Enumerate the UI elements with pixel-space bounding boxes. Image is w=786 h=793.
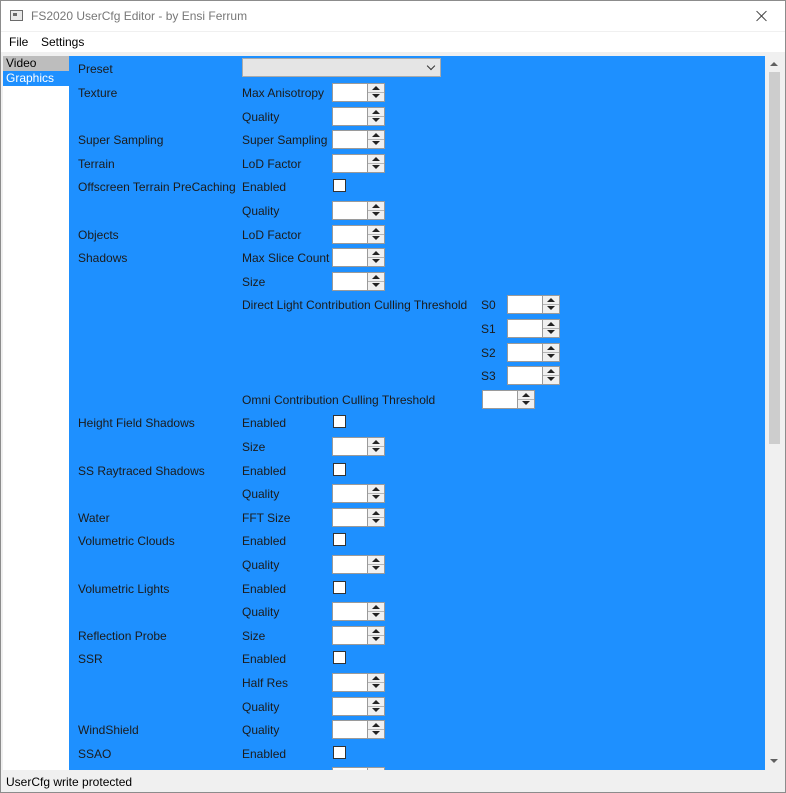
spin-up-icon[interactable]: [368, 556, 384, 565]
spin-up-icon[interactable]: [368, 202, 384, 211]
spin-down-icon[interactable]: [368, 164, 384, 172]
spin-down-icon[interactable]: [368, 117, 384, 125]
spin-buttons: [367, 698, 384, 715]
spin-down-icon[interactable]: [368, 518, 384, 526]
value-stepper[interactable]: [332, 248, 385, 267]
category-list: [3, 56, 69, 770]
status-text: UserCfg write protected: [6, 775, 133, 789]
spin-down-icon[interactable]: [368, 258, 384, 266]
spin-up-icon[interactable]: [543, 320, 559, 329]
settings-panel: [69, 56, 765, 770]
value-stepper[interactable]: [332, 130, 385, 149]
setting-label: Direct Light Contribution Culling Threshold: [242, 298, 468, 312]
title-bar[interactable]: [1, 1, 785, 31]
spin-down-icon[interactable]: [368, 447, 384, 455]
menu-bar: [1, 32, 785, 52]
spin-buttons: [367, 84, 384, 101]
spin-down-icon[interactable]: [368, 282, 384, 290]
chevron-down-icon: [427, 62, 435, 70]
setting-label: Quality: [242, 723, 280, 737]
spin-up-icon[interactable]: [368, 674, 384, 683]
spin-buttons: [367, 627, 384, 644]
value-stepper[interactable]: [332, 107, 385, 126]
value-stepper[interactable]: [332, 508, 385, 527]
spin-up-icon[interactable]: [368, 249, 384, 258]
spin-buttons: [367, 485, 384, 502]
spin-up-icon[interactable]: [368, 603, 384, 612]
slice-label: S2: [481, 346, 496, 360]
value-stepper[interactable]: [332, 555, 385, 574]
spin-up-icon[interactable]: [368, 84, 384, 93]
spin-buttons: [367, 249, 384, 266]
group-label: Shadows: [78, 251, 128, 265]
value-stepper[interactable]: [332, 673, 385, 692]
spin-up-icon[interactable]: [543, 367, 559, 376]
enabled-checkbox[interactable]: [333, 651, 346, 664]
spin-down-icon[interactable]: [368, 707, 384, 715]
spin-buttons: [542, 296, 559, 313]
spin-buttons: [367, 131, 384, 148]
slice-label: S1: [481, 322, 496, 336]
spin-buttons: [367, 603, 384, 620]
setting-label: Size: [242, 629, 266, 643]
menu-settings[interactable]: Settings: [41, 35, 85, 49]
spin-down-icon[interactable]: [368, 494, 384, 502]
setting-label: Enabled: [242, 582, 287, 596]
spin-up-icon[interactable]: [368, 108, 384, 117]
setting-label: Omni Contribution Culling Threshold: [242, 393, 436, 407]
setting-label: Quality: [242, 558, 280, 572]
spin-up-icon[interactable]: [368, 131, 384, 140]
setting-label: Enabled: [242, 180, 287, 194]
spin-down-icon[interactable]: [368, 612, 384, 620]
spin-down-icon[interactable]: [368, 730, 384, 738]
group-label: Objects: [78, 228, 119, 242]
spin-buttons: [367, 674, 384, 691]
spin-buttons: [542, 367, 559, 384]
spin-down-icon[interactable]: [368, 235, 384, 243]
setting-label: Enabled: [242, 747, 287, 761]
group-label: SS Raytraced Shadows: [78, 464, 205, 478]
spin-up-icon[interactable]: [368, 627, 384, 636]
setting-label: Enabled: [242, 464, 287, 478]
scroll-thumb[interactable]: [769, 72, 780, 444]
group-label: WindShield: [78, 723, 139, 737]
setting-label: Enabled: [242, 416, 287, 430]
spin-down-icon[interactable]: [518, 400, 534, 408]
spin-buttons: [367, 556, 384, 573]
value-stepper[interactable]: [332, 437, 385, 456]
spin-down-icon[interactable]: [368, 211, 384, 219]
spin-buttons: [367, 509, 384, 526]
spin-down-icon[interactable]: [368, 636, 384, 644]
group-label: Reflection Probe: [78, 629, 167, 643]
group-label: Texture: [78, 86, 118, 100]
setting-label: LoD Factor: [242, 228, 302, 242]
spin-down-icon[interactable]: [543, 305, 559, 313]
value-stepper[interactable]: [332, 697, 385, 716]
setting-label: Size: [242, 440, 266, 454]
omni-threshold-stepper[interactable]: [482, 390, 535, 409]
enabled-checkbox[interactable]: [333, 533, 346, 546]
spin-up-icon[interactable]: [543, 296, 559, 305]
setting-label: Size: [242, 275, 266, 289]
group-label: Volumetric Clouds: [78, 534, 175, 548]
enabled-checkbox[interactable]: [333, 581, 346, 594]
slice-label: S0: [481, 298, 496, 312]
value-stepper[interactable]: [332, 83, 385, 102]
spin-buttons: [542, 344, 559, 361]
spin-down-icon[interactable]: [368, 140, 384, 148]
group-label: SSR: [78, 652, 103, 666]
slice-threshold-stepper[interactable]: [507, 319, 560, 338]
spin-up-icon[interactable]: [543, 344, 559, 353]
value-stepper[interactable]: [332, 626, 385, 645]
spin-up-icon[interactable]: [368, 721, 384, 730]
setting-label: Enabled: [242, 652, 287, 666]
app-icon: [10, 10, 23, 21]
preset-dropdown[interactable]: [242, 58, 441, 77]
setting-label: Quality: [242, 605, 280, 619]
setting-label: Max Slice Count: [242, 251, 330, 265]
setting-label: Quality: [242, 700, 280, 714]
spin-up-icon[interactable]: [518, 391, 534, 400]
spin-buttons: [367, 155, 384, 172]
spin-buttons: [542, 320, 559, 337]
setting-label: FFT Size: [242, 511, 291, 525]
spin-up-icon[interactable]: [368, 698, 384, 707]
group-label: Offscreen Terrain PreCaching: [78, 180, 236, 194]
spin-up-icon[interactable]: [368, 485, 384, 494]
spin-up-icon[interactable]: [368, 155, 384, 164]
value-stepper[interactable]: [332, 201, 385, 220]
spin-down-icon[interactable]: [368, 565, 384, 573]
spin-buttons: [517, 391, 534, 408]
group-label: Super Sampling: [78, 133, 164, 147]
slice-threshold-stepper[interactable]: [507, 295, 560, 314]
value-stepper[interactable]: [332, 484, 385, 503]
setting-label: Quality: [242, 204, 280, 218]
spin-buttons: [367, 273, 384, 290]
spin-buttons: [367, 438, 384, 455]
spin-up-icon[interactable]: [368, 226, 384, 235]
preset-label: Preset: [78, 62, 113, 76]
spin-up-icon[interactable]: [368, 438, 384, 447]
setting-label: Half Res: [242, 676, 289, 690]
setting-label: Enabled: [242, 534, 287, 548]
spin-up-icon[interactable]: [368, 509, 384, 518]
spin-down-icon[interactable]: [368, 683, 384, 691]
spin-buttons: [367, 202, 384, 219]
status-bar: [1, 770, 785, 792]
group-label: Volumetric Lights: [78, 582, 170, 596]
scroll-down-arrow-icon[interactable]: [765, 754, 784, 770]
close-icon[interactable]: [739, 1, 785, 31]
spin-buttons: [367, 108, 384, 125]
enabled-checkbox[interactable]: [333, 415, 346, 428]
slice-label: S3: [481, 369, 496, 383]
group-label: SSAO: [78, 747, 112, 761]
value-stepper[interactable]: [332, 154, 385, 173]
group-label: Height Field Shadows: [78, 416, 195, 430]
nav-item-video[interactable]: Video: [3, 56, 69, 71]
spin-buttons: [367, 226, 384, 243]
value-stepper[interactable]: [332, 272, 385, 291]
slice-threshold-stepper[interactable]: [507, 366, 560, 385]
spin-down-icon[interactable]: [543, 353, 559, 361]
setting-label: Quality: [242, 110, 280, 124]
spin-down-icon[interactable]: [543, 329, 559, 337]
scroll-up-arrow-icon[interactable]: [765, 56, 784, 72]
value-stepper[interactable]: [332, 602, 385, 621]
value-stepper[interactable]: [332, 225, 385, 244]
enabled-checkbox[interactable]: [333, 179, 346, 192]
menu-file[interactable]: File: [9, 35, 29, 49]
slice-threshold-stepper[interactable]: [507, 343, 560, 362]
setting-label: LoD Factor: [242, 157, 302, 171]
enabled-checkbox[interactable]: [333, 746, 346, 759]
setting-label: Quality: [242, 487, 280, 501]
spin-down-icon[interactable]: [368, 93, 384, 101]
setting-label: Max Anisotropy: [242, 86, 325, 100]
enabled-checkbox[interactable]: [333, 463, 346, 476]
value-stepper[interactable]: [332, 720, 385, 739]
setting-label: Super Sampling: [242, 133, 328, 147]
spin-up-icon[interactable]: [368, 273, 384, 282]
group-label: Water: [78, 511, 110, 525]
spin-buttons: [367, 721, 384, 738]
spin-down-icon[interactable]: [543, 376, 559, 384]
group-label: Terrain: [78, 157, 115, 171]
window-title: FS2020 UserCfg Editor - by Ensi Ferrum: [31, 9, 248, 23]
vertical-scrollbar[interactable]: [765, 56, 784, 770]
nav-item-graphics[interactable]: Graphics: [3, 71, 69, 86]
